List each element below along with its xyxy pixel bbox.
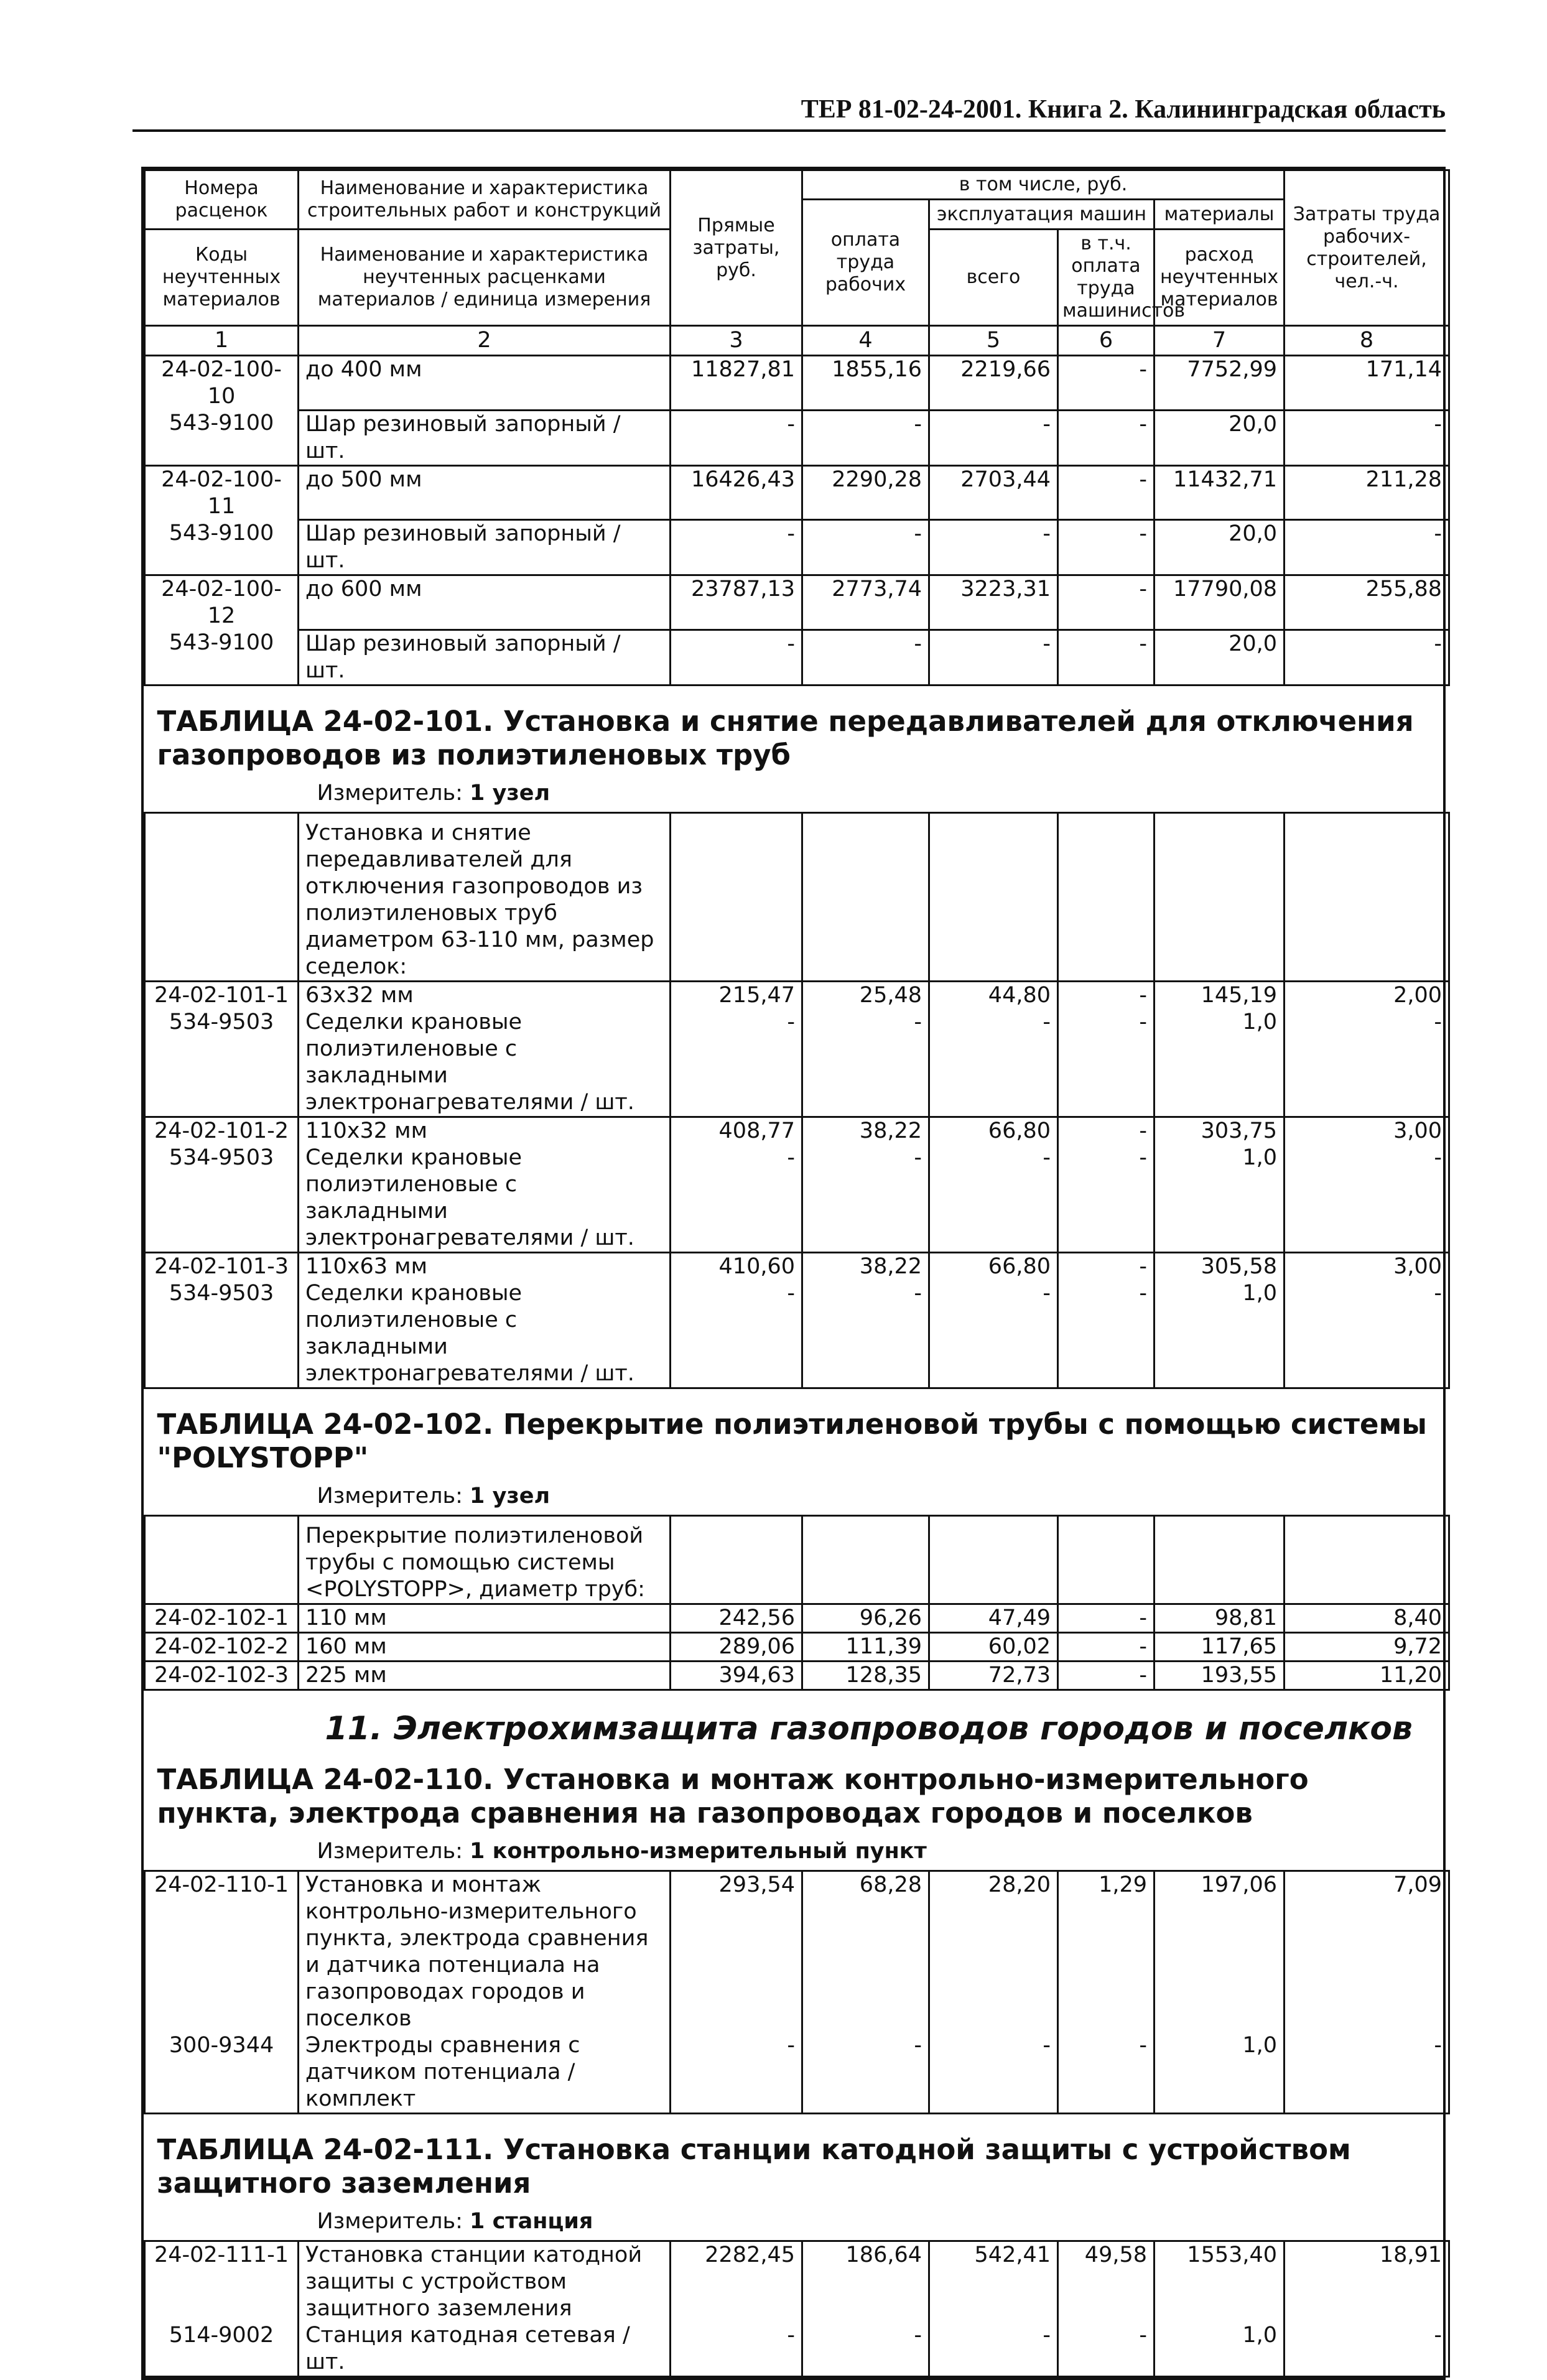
measure-value: 1 узел	[470, 780, 551, 806]
labor-cost: 128,35	[802, 1661, 929, 1690]
table-title-110: ТАБЛИЦА 24-02-110. Установка и монтаж контрольно-измерительного пункта, электрода сравнения на газопроводах городов и поселков	[157, 1762, 1309, 1829]
col-number: 6	[1058, 326, 1154, 356]
materials-cost: 7752,99	[1154, 356, 1285, 411]
col-number: 7	[1154, 326, 1285, 356]
machines-cost: 60,02	[929, 1632, 1058, 1661]
col-number: 8	[1285, 326, 1449, 356]
operators-cost: -	[1058, 575, 1154, 630]
direct-cost: 394,63	[671, 1661, 802, 1690]
material-name: Седелки крановые полиэтиленовые с закладными электронагревателями / шт.	[299, 1009, 671, 1117]
rate-name: 160 мм	[299, 1632, 671, 1661]
labor-cost: 2290,28	[802, 465, 929, 520]
material-row	[145, 1009, 1449, 1117]
operators-cost: -	[1058, 1632, 1154, 1661]
labor-hours: 11,20	[1285, 1661, 1449, 1690]
material-row	[145, 2032, 1449, 2114]
rate-code: 24-02-100-10	[145, 356, 299, 411]
materials-cost: 17790,08	[1154, 575, 1285, 630]
col1-header-top: Номера расценок	[145, 170, 299, 230]
column-numbers-row	[145, 326, 1449, 356]
operators-cost: -	[1058, 1604, 1154, 1632]
machines-cost: 542,41	[929, 2241, 1058, 2322]
material-code: 543-9100	[145, 520, 299, 575]
value-cell: -	[1285, 2322, 1449, 2377]
col5-header: всего	[929, 230, 1058, 326]
measure-value: 1 станция	[470, 2208, 593, 2234]
value-cell: -	[1285, 1009, 1449, 1117]
rate-name: Установка и монтаж контрольно-измерительного пункта, электрода сравнения и датчика потенциала на газопроводах городов и поселков	[299, 1871, 671, 2032]
rate-code: 24-02-101-3	[145, 1252, 299, 1280]
measure-110	[145, 1835, 1449, 1871]
measure-102	[145, 1480, 1449, 1516]
col6-header: в т.ч. оплата труда машинистов	[1058, 230, 1154, 326]
machines-cost: 2703,44	[929, 465, 1058, 520]
value-cell: -	[802, 520, 929, 575]
col-number: 4	[802, 326, 929, 356]
page-header: ТЕР 81-02-24-2001. Книга 2. Калининградская область	[132, 93, 1446, 132]
operators-cost: -	[1058, 981, 1154, 1009]
operators-cost: -	[1058, 1661, 1154, 1690]
direct-cost: 289,06	[671, 1632, 802, 1661]
labor-cost: 38,22	[802, 1117, 929, 1145]
rate-name: 63х32 мм	[299, 981, 671, 1009]
rate-code: 24-02-100-11	[145, 465, 299, 520]
value-cell: -	[929, 520, 1058, 575]
rate-code: 24-02-100-12	[145, 575, 299, 630]
labor-hours: 8,40	[1285, 1604, 1449, 1632]
labor-hours: 3,00	[1285, 1252, 1449, 1280]
section-11-heading: 11. Электрохимзащита газопроводов городов и поселков	[145, 1690, 1449, 1754]
machines-cost: 66,80	[929, 1252, 1058, 1280]
labor-hours: 3,00	[1285, 1117, 1449, 1145]
rate-row	[145, 465, 1449, 520]
labor-cost: 111,39	[802, 1632, 929, 1661]
materials-cost: 193,55	[1154, 1661, 1285, 1690]
material-code: 514-9002	[145, 2322, 299, 2377]
direct-cost: 410,60	[671, 1252, 802, 1280]
rate-name: 110х32 мм	[299, 1117, 671, 1145]
measure-label: Измеритель:	[317, 780, 463, 806]
material-code: 534-9503	[145, 1280, 299, 1388]
value-cell: -	[671, 2032, 802, 2114]
materials-header: материалы	[1154, 200, 1285, 230]
operators-cost: -	[1058, 465, 1154, 520]
rate-code: 24-02-110-1	[145, 1871, 299, 2032]
labor-cost: 96,26	[802, 1604, 929, 1632]
materials-cost: 305,58	[1154, 1252, 1285, 1280]
operators-cost: 1,29	[1058, 1871, 1154, 2032]
col-number: 1	[145, 326, 299, 356]
table-title-111: ТАБЛИЦА 24-02-111. Установка станции катодной защиты с устройством защитного заземления	[145, 2113, 1449, 2205]
col-number: 5	[929, 326, 1058, 356]
rate-code: 24-02-111-1	[145, 2241, 299, 2322]
value-cell: -	[1285, 520, 1449, 575]
direct-cost: 215,47	[671, 981, 802, 1009]
col2-header-top: Наименование и характеристика строительных работ и конструкций	[299, 170, 671, 230]
value-cell: -	[929, 2322, 1058, 2377]
value-cell: -	[929, 1280, 1058, 1388]
labor-cost: 2773,74	[802, 575, 929, 630]
direct-cost: 11827,81	[671, 356, 802, 411]
group-header: в том числе, руб.	[802, 170, 1285, 200]
rate-name: 110х63 мм	[299, 1252, 671, 1280]
value-cell: -	[929, 1145, 1058, 1253]
direct-cost: 242,56	[671, 1604, 802, 1632]
material-name: Шар резиновый запорный / шт.	[299, 410, 671, 465]
value-cell: -	[1285, 1145, 1449, 1253]
measure-value: 1 узел	[470, 1483, 551, 1508]
material-name: Электроды сравнения с датчиком потенциала / комплект	[299, 2032, 671, 2114]
rate-row	[145, 1117, 1449, 1145]
value-cell: -	[1058, 410, 1154, 465]
value-cell: -	[671, 2322, 802, 2377]
value-cell: -	[1058, 1009, 1154, 1117]
labor-cost: 1855,16	[802, 356, 929, 411]
value-cell: -	[1058, 520, 1154, 575]
material-code: 543-9100	[145, 630, 299, 685]
empty-cell	[145, 1515, 299, 1604]
value-cell: -	[802, 1145, 929, 1253]
rate-name: 225 мм	[299, 1661, 671, 1690]
labor-hours: 7,09	[1285, 1871, 1449, 2032]
rate-row	[145, 1252, 1449, 1280]
labor-hours: 2,00	[1285, 981, 1449, 1009]
value-cell: -	[1058, 630, 1154, 685]
rate-code: 24-02-102-3	[145, 1661, 299, 1690]
value-cell: -	[1058, 1145, 1154, 1253]
col3-header: Прямые затраты, руб.	[671, 170, 802, 326]
materials-cost: 303,75	[1154, 1117, 1285, 1145]
material-row	[145, 2322, 1449, 2377]
table-title-102: ТАБЛИЦА 24-02-102. Перекрытие полиэтиленовой трубы с помощью системы "POLYSTOPP"	[145, 1388, 1449, 1480]
rate-row	[145, 1632, 1449, 1661]
value-cell: -	[671, 1009, 802, 1117]
direct-cost: 23787,13	[671, 575, 802, 630]
labor-cost: 186,64	[802, 2241, 929, 2322]
measure-101	[145, 777, 1449, 813]
material-row	[145, 630, 1449, 685]
rate-name: Установка станции катодной защиты с устройством защитного заземления	[299, 2241, 671, 2322]
rate-row	[145, 575, 1449, 630]
empty-cell	[145, 812, 299, 981]
value-cell: -	[1285, 2032, 1449, 2114]
group-intro: Установка и снятие передавливателей для отключения газопроводов из полиэтиленовых труб диаметром 63-110 мм, размер седелок:	[299, 812, 671, 981]
material-name: Шар резиновый запорный / шт.	[299, 520, 671, 575]
rate-code: 24-02-101-2	[145, 1117, 299, 1145]
value-cell: 1,0	[1154, 2322, 1285, 2377]
rate-name: до 600 мм	[299, 575, 671, 630]
direct-cost: 2282,45	[671, 2241, 802, 2322]
rate-row	[145, 1871, 1449, 2032]
labor-cost: 68,28	[802, 1871, 929, 2032]
col8-header: Затраты труда рабочих-строителей, чел.-ч.	[1285, 170, 1449, 326]
measure-label: Измеритель:	[317, 2208, 463, 2234]
rate-name: до 400 мм	[299, 356, 671, 411]
material-row	[145, 1145, 1449, 1253]
value-cell: -	[671, 520, 802, 575]
measure-value: 1 контрольно-измерительный пункт	[470, 1838, 927, 1864]
material-row	[145, 520, 1449, 575]
col-number: 2	[299, 326, 671, 356]
value-cell: -	[1285, 630, 1449, 685]
rate-row	[145, 2241, 1449, 2322]
rate-name: 110 мм	[299, 1604, 671, 1632]
col7-header: расход неучтенных материалов	[1154, 230, 1285, 326]
rate-row	[145, 1604, 1449, 1632]
materials-cost: 117,65	[1154, 1632, 1285, 1661]
value-cell: -	[1285, 1280, 1449, 1388]
material-row	[145, 1280, 1449, 1388]
rates-document	[141, 167, 1446, 2380]
value-cell: 1,0	[1154, 1145, 1285, 1253]
rate-row	[145, 356, 1449, 411]
value-cell: -	[671, 410, 802, 465]
labor-hours: 9,72	[1285, 1632, 1449, 1661]
material-row	[145, 410, 1449, 465]
direct-cost: 16426,43	[671, 465, 802, 520]
col4-header: оплата труда рабочих	[802, 200, 929, 326]
materials-cost: 11432,71	[1154, 465, 1285, 520]
value-cell: -	[929, 630, 1058, 685]
value-cell: -	[1058, 2322, 1154, 2377]
value-cell: -	[802, 2032, 929, 2114]
materials-cost: 145,19	[1154, 981, 1285, 1009]
machines-cost: 3223,31	[929, 575, 1058, 630]
labor-cost: 38,22	[802, 1252, 929, 1280]
value-cell: -	[929, 2032, 1058, 2114]
value-cell: -	[802, 2322, 929, 2377]
group-intro: Перекрытие полиэтиленовой трубы с помощью системы <POLYSTOPP>, диаметр труб:	[299, 1515, 671, 1604]
rate-name: до 500 мм	[299, 465, 671, 520]
value-cell: -	[929, 410, 1058, 465]
value-cell: -	[802, 1280, 929, 1388]
machines-header: эксплуатация машин	[929, 200, 1154, 230]
material-name: Шар резиновый запорный / шт.	[299, 630, 671, 685]
labor-cost: 25,48	[802, 981, 929, 1009]
rate-row	[145, 981, 1449, 1009]
materials-cost: 98,81	[1154, 1604, 1285, 1632]
direct-cost: 293,54	[671, 1871, 802, 2032]
value-cell: -	[671, 1145, 802, 1253]
value-cell: -	[802, 630, 929, 685]
rate-code: 24-02-102-1	[145, 1604, 299, 1632]
operators-cost: -	[1058, 356, 1154, 411]
value-cell: 1,0	[1154, 1280, 1285, 1388]
value-cell: -	[671, 630, 802, 685]
col2-header-bottom: Наименование и характеристика неучтенных расценками материалов / единица измерения	[299, 230, 671, 326]
machines-cost: 2219,66	[929, 356, 1058, 411]
labor-hours: 211,28	[1285, 465, 1449, 520]
labor-hours: 18,91	[1285, 2241, 1449, 2322]
rate-row	[145, 1661, 1449, 1690]
value-cell: -	[929, 1009, 1058, 1117]
materials-cost: 197,06	[1154, 1871, 1285, 2032]
machines-cost: 47,49	[929, 1604, 1058, 1632]
rate-code: 24-02-102-2	[145, 1632, 299, 1661]
direct-cost: 408,77	[671, 1117, 802, 1145]
value-cell: -	[802, 410, 929, 465]
labor-hours: 171,14	[1285, 356, 1449, 411]
value-cell: 20,0	[1154, 410, 1285, 465]
measure-label: Измеритель:	[317, 1483, 463, 1508]
material-code: 300-9344	[145, 2032, 299, 2114]
material-code: 534-9503	[145, 1145, 299, 1253]
value-cell: 1,0	[1154, 1009, 1285, 1117]
rate-code: 24-02-101-1	[145, 981, 299, 1009]
value-cell: 20,0	[1154, 520, 1285, 575]
machines-cost: 44,80	[929, 981, 1058, 1009]
measure-111	[145, 2205, 1449, 2241]
material-name: Седелки крановые полиэтиленовые с закладными электронагревателями / шт.	[299, 1145, 671, 1253]
materials-cost: 1553,40	[1154, 2241, 1285, 2322]
machines-cost: 28,20	[929, 1871, 1058, 2032]
col1-header-bottom: Коды неучтенных материалов	[145, 230, 299, 326]
value-cell: 20,0	[1154, 630, 1285, 685]
value-cell: -	[671, 1280, 802, 1388]
operators-cost: -	[1058, 1117, 1154, 1145]
table-title-101: ТАБЛИЦА 24-02-101. Установка и снятие передавливателей для отключения газопроводов из полиэтиленовых труб	[145, 685, 1449, 777]
col-number: 3	[671, 326, 802, 356]
material-code: 543-9100	[145, 410, 299, 465]
value-cell: -	[1058, 1280, 1154, 1388]
machines-cost: 66,80	[929, 1117, 1058, 1145]
machines-cost: 72,73	[929, 1661, 1058, 1690]
value-cell: -	[1058, 2032, 1154, 2114]
measure-label: Измеритель:	[317, 1838, 463, 1864]
labor-hours: 255,88	[1285, 575, 1449, 630]
material-code: 534-9503	[145, 1009, 299, 1117]
operators-cost: -	[1058, 1252, 1154, 1280]
value-cell: -	[1285, 410, 1449, 465]
value-cell: 1,0	[1154, 2032, 1285, 2114]
rates-table	[144, 169, 1450, 2378]
operators-cost: 49,58	[1058, 2241, 1154, 2322]
material-name: Станция катодная сетевая / шт.	[299, 2322, 671, 2377]
value-cell: -	[802, 1009, 929, 1117]
material-name: Седелки крановые полиэтиленовые с закладными электронагревателями / шт.	[299, 1280, 671, 1388]
